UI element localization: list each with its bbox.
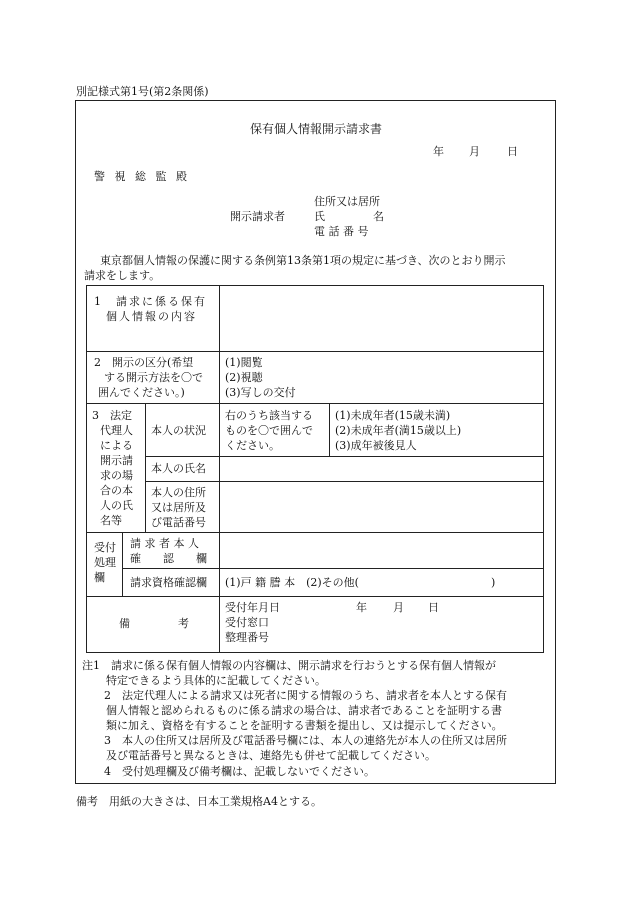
reference-number-label: 整理番号 (225, 631, 269, 644)
note-3a: 3 本人の住所又は居所及び電話番号欄には、本人の連絡先が本人の住所又は居所 (104, 734, 507, 747)
phone-label: 電 話 番 号 (314, 225, 369, 238)
qualification-check-label: 請求資格確認欄 (130, 576, 207, 589)
document-title: 保有個人情報開示請求書 (250, 122, 383, 136)
status-instruction-2: ものを〇で囲んで (225, 424, 313, 437)
status-label: 本人の状況 (151, 424, 206, 437)
addressee: 警 視 総 監 殿 (94, 170, 190, 183)
row3-label-0: 3 法定 (92, 409, 132, 422)
reception-day: 日 (428, 601, 439, 614)
remarks-label-2: 考 (178, 617, 189, 630)
table-line (86, 596, 544, 597)
name-label-1: 氏 (314, 210, 325, 223)
table-line (122, 568, 544, 569)
table-line (86, 403, 544, 404)
status-instruction-3: ください。 (225, 439, 280, 452)
reception-label-2: 処理 (94, 556, 116, 569)
table-line (86, 351, 544, 352)
table-line (86, 652, 544, 653)
principal-address-label-1: 本人の住所 (151, 486, 206, 499)
row2-label-2: する開示方法を〇で (104, 371, 203, 384)
status-option-3: (3)成年被後見人 (335, 439, 417, 452)
row1-label-2: 個人情報の内容 (106, 310, 197, 323)
note-4: 4 受付処理欄及び備考欄は、記載しないでください。 (104, 765, 375, 778)
table-line (329, 403, 330, 456)
reception-label-1: 受付 (94, 541, 116, 554)
row2-label-3: 囲んでください。) (98, 386, 185, 399)
table-line (145, 456, 544, 457)
row3-label-1: 代理人 (100, 424, 133, 437)
row3-label-5: 合の本 (100, 484, 133, 497)
status-instruction-1: 右のうち該当する (225, 409, 313, 422)
table-line (86, 532, 544, 533)
principal-address-label-2: 又は居所及 (151, 501, 206, 514)
row3-label-6: 人の氏 (100, 499, 133, 512)
table-line (543, 285, 544, 652)
table-line (86, 285, 87, 652)
identity-check-label-1: 請 求 者 本 人 (130, 537, 199, 550)
option-view: (1)閲覧 (225, 356, 263, 369)
identity-check-label-2: 確 認 欄 (130, 552, 207, 565)
reception-year: 年 (356, 601, 367, 614)
principal-name-label: 本人の氏名 (151, 462, 206, 475)
reception-month: 月 (393, 601, 404, 614)
reception-label-3: 欄 (94, 571, 105, 584)
status-option-1: (1)未成年者(15歳未満) (335, 409, 451, 422)
reception-window-label: 受付窓口 (225, 616, 269, 629)
note-2b: 個人情報と認められるものに係る請求の場合は、請求者であることを証明する書 (106, 704, 502, 717)
table-line (122, 532, 123, 596)
requester-label: 開示請求者 (230, 210, 285, 223)
row3-label-7: 名等 (100, 514, 122, 527)
date-day-label: 日 (507, 145, 518, 158)
address-label: 住所又は居所 (314, 195, 380, 208)
note-3b: 及び電話番号と異なるときは、連絡先も併せて記載してください。 (106, 749, 436, 762)
remarks-label-1: 備 (119, 617, 130, 630)
intro-line-1: 東京都個人情報の保護に関する条例第13条第1項の規定に基づき、次のとおり開示 (100, 254, 506, 267)
row3-label-4: 求の場 (100, 469, 133, 482)
option-audiovisual: (2)視聴 (225, 371, 263, 384)
note-1b: 特定できるよう具体的に記載してください。 (106, 674, 326, 687)
intro-line-2: 請求をします。 (84, 269, 161, 282)
reception-date-label: 受付年月日 (225, 601, 280, 614)
date-year-label: 年 (433, 145, 444, 158)
status-option-2: (2)未成年者(満15歳以上) (335, 424, 462, 437)
name-label-2: 名 (373, 210, 384, 223)
note-2c: 類に加え、資格を有することを証明する書類を提出し、又は提示してください。 (106, 719, 503, 732)
table-line (219, 285, 220, 652)
table-line (145, 481, 544, 482)
note-1a: 注1 請求に係る保有個人情報の内容欄は、開示請求を行おうとする保有個人情報が (82, 659, 496, 672)
date-month-label: 月 (469, 145, 480, 158)
footer-remark: 備考 用紙の大きさは、日本工業規格A4とする。 (76, 795, 322, 808)
note-2a: 2 法定代理人による請求又は死者に関する情報のうち、請求者を本人とする保有 (104, 689, 507, 702)
form-number: 別記様式第1号(第2条関係) (76, 85, 209, 98)
option-copy: (3)写しの交付 (225, 386, 296, 399)
principal-address-label-3: び電話番号 (151, 516, 206, 529)
row2-label-1: 2 開示の区分(希望 (94, 356, 194, 369)
table-line (145, 403, 146, 532)
table-line (86, 285, 544, 286)
row3-label-2: による (100, 439, 133, 452)
row3-label-3: 開示請 (100, 454, 133, 467)
row1-label-1: 1 請求に係る保有 (94, 295, 207, 308)
qualification-options: (1)戸 籍 謄 本 (2)その他( ) (225, 576, 496, 589)
